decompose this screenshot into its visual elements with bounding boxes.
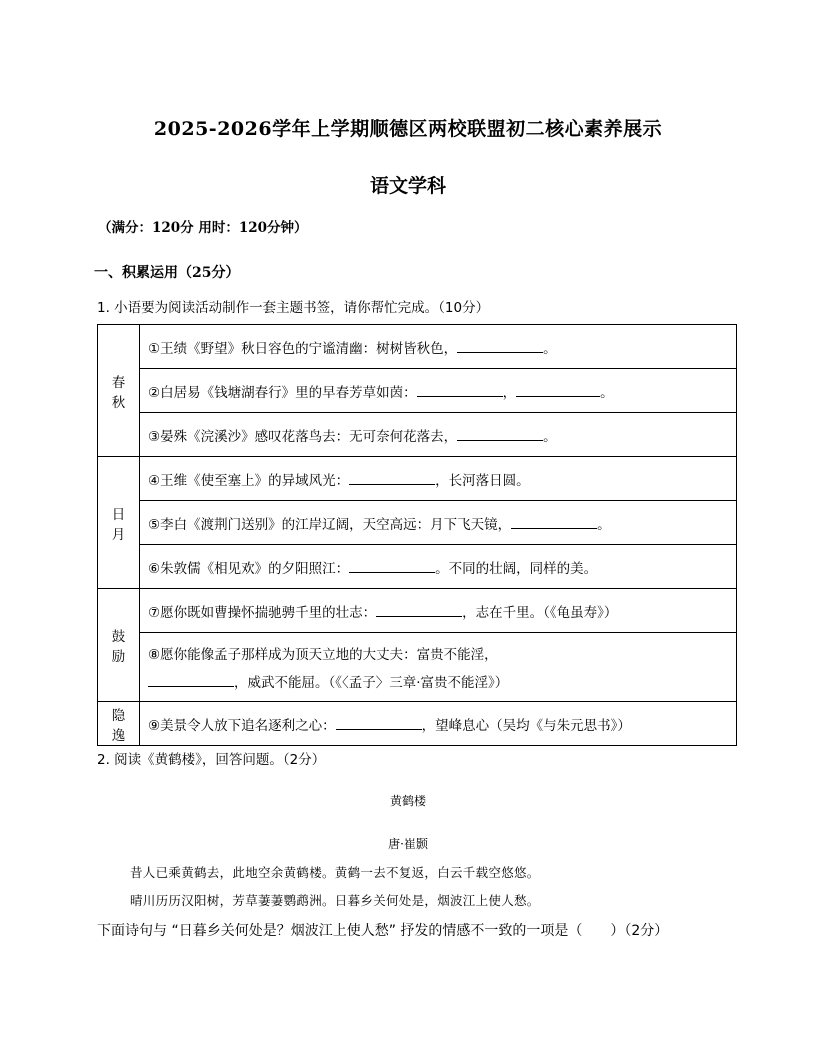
answer-blank[interactable] <box>349 471 435 485</box>
fill-item-3: ③晏殊《浣溪沙》感叹花落鸟去：无可奈何花落去， 。 <box>140 413 737 457</box>
page-title: 2025-2026学年上学期顺德区两校联盟初二核心素养展示 <box>153 118 663 140</box>
fill-item-7: ⑦愿你既如曹操怀揣驰骋千里的壮志： ，志在千里。（《龟虽寿》） <box>140 589 737 633</box>
answer-blank[interactable] <box>376 603 462 617</box>
answer-blank[interactable] <box>457 339 543 353</box>
poem-title: 黄鹤楼 <box>389 794 426 808</box>
answer-blank[interactable] <box>349 559 435 573</box>
bookmark-table <box>97 324 737 746</box>
poem-line-1: 昔人已乘黄鹤去，此地空余黄鹤楼。黄鹤一去不复返，白云千载空悠悠。 <box>130 865 540 880</box>
answer-blank[interactable] <box>511 515 597 529</box>
poem-author: 唐·崔颢 <box>388 837 428 851</box>
fill-item-4: ④王维《使至塞上》的异域风光： ，长河落日圆。 <box>140 457 737 501</box>
section-heading: 一、积累运用（25分） <box>94 265 240 281</box>
fill-item-6: ⑥朱敦儒《相见欢》的夕阳照江： 。不同的壮阔，同样的美。 <box>140 545 737 589</box>
category-spring-autumn: 春秋 <box>98 325 140 457</box>
score-time-info: （满分：120分 用时：120分钟） <box>98 220 308 236</box>
category-encouragement: 鼓励 <box>98 589 140 702</box>
fill-item-2: ②白居易《钱塘湖春行》里的早春芳草如茵： ， 。 <box>140 369 737 413</box>
category-reclusion: 隐逸 <box>98 702 140 746</box>
answer-blank[interactable] <box>336 716 422 730</box>
subject-title: 语文学科 <box>369 175 446 197</box>
question-2-prompt: 2. 阅读《黄鹤楼》，回答问题。（2分） <box>97 752 326 768</box>
fill-item-8: ⑧愿你能像孟子那样成为顶天立地的大丈夫：富贵不能淫， ，威武不能屈。（《〈孟子〉三章·富贵不能淫》） <box>140 633 737 702</box>
fill-item-5: ⑤李白《渡荆门送别》的江岸辽阔，天空高远：月下飞天镜， 。 <box>140 501 737 545</box>
question-1-prompt: 1. 小语要为阅读活动制作一套主题书签，请你帮忙完成。（10分） <box>97 300 490 316</box>
answer-blank[interactable] <box>148 673 234 687</box>
question-3-prompt: 下面诗句与 “日暮乡关何处是？烟波江上使人愁” 抒发的情感不一致的一项是（ ）（2分） <box>97 923 669 939</box>
answer-blank[interactable] <box>516 383 600 397</box>
answer-blank[interactable] <box>417 383 503 397</box>
answer-blank[interactable] <box>457 427 543 441</box>
fill-item-1: ①王绩《野望》秋日容色的宁谧清幽：树树皆秋色， 。 <box>140 325 737 369</box>
poem-line-2: 晴川历历汉阳树，芳草萋萋鹦鹉洲。日暮乡关何处是，烟波江上使人愁。 <box>130 893 540 908</box>
fill-item-9: ⑨美景令人放下追名逐利之心： ，望峰息心（吴均《与朱元思书》） <box>140 702 737 746</box>
category-sun-moon: 日月 <box>98 457 140 589</box>
